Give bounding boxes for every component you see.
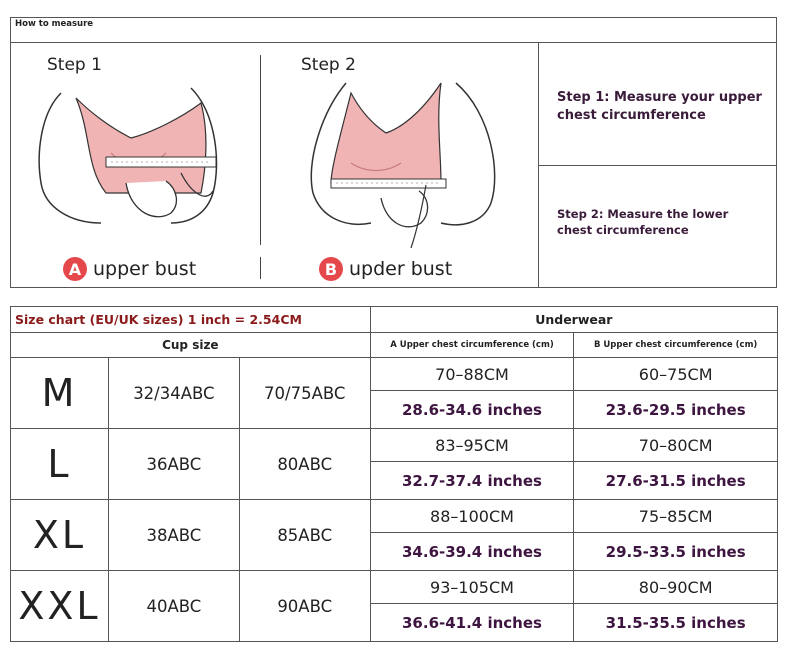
size-chart-title: Size chart (EU/UK sizes) 1 inch = 2.54CM xyxy=(11,307,371,333)
a-cm-xl: 88–100CM xyxy=(370,500,574,533)
cup-eu-xl: 85ABC xyxy=(239,500,370,571)
caption-upper-bust xyxy=(63,257,196,281)
instruction-step-1: Step 1: Measure your upper chest circumference xyxy=(557,90,762,123)
caption-under-bust xyxy=(319,257,452,281)
badge-b: B xyxy=(319,257,343,281)
cup-eu-m: 70/75ABC xyxy=(239,358,370,429)
cup-us-xxl: 40ABC xyxy=(108,571,239,642)
size-chart-table xyxy=(10,306,778,642)
col-a-header: A Upper chest circumference (cm) xyxy=(370,333,574,358)
b-inch-xxl: 31.5-35.5 inches xyxy=(574,604,778,642)
cup-eu-xxl: 90ABC xyxy=(239,571,370,642)
cup-us-l: 36ABC xyxy=(108,429,239,500)
a-inch-xl: 34.6-39.4 inches xyxy=(370,533,574,571)
b-cm-l: 70–80CM xyxy=(574,429,778,462)
instruction-box-2 xyxy=(538,166,776,287)
cup-us-m: 32/34ABC xyxy=(108,358,239,429)
b-cm-xl: 75–85CM xyxy=(574,500,778,533)
cup-eu-l: 80ABC xyxy=(239,429,370,500)
a-inch-l: 32.7-37.4 inches xyxy=(370,462,574,500)
cup-size-header: Cup size xyxy=(11,333,371,358)
size-label-xl: XL xyxy=(11,500,109,571)
caption-under-bust-text: upder bust xyxy=(349,258,453,280)
b-inch-m: 23.6-29.5 inches xyxy=(574,391,778,429)
measure-title: How to measure xyxy=(10,17,777,42)
b-cm-m: 60–75CM xyxy=(574,358,778,391)
size-label-l: L xyxy=(11,429,109,500)
under-bust-illustration xyxy=(291,73,501,253)
a-inch-m: 28.6-34.6 inches xyxy=(370,391,574,429)
badge-a: A xyxy=(63,257,87,281)
a-cm-xxl: 93–105CM xyxy=(370,571,574,604)
a-inch-xxl: 36.6-41.4 inches xyxy=(370,604,574,642)
measure-panel xyxy=(10,42,777,288)
size-label-m: M xyxy=(11,358,109,429)
instruction-step-2: Step 2: Measure the lower chest circumference xyxy=(557,207,729,237)
underwear-header: Underwear xyxy=(370,307,777,333)
panel-divider xyxy=(260,55,261,245)
cup-us-xl: 38ABC xyxy=(108,500,239,571)
b-inch-xl: 29.5-33.5 inches xyxy=(574,533,778,571)
instruction-box-1 xyxy=(538,43,776,166)
b-inch-l: 27.6-31.5 inches xyxy=(574,462,778,500)
a-cm-m: 70–88CM xyxy=(370,358,574,391)
a-cm-l: 83–95CM xyxy=(370,429,574,462)
col-b-header: B Upper chest circumference (cm) xyxy=(574,333,778,358)
panel-divider-lower xyxy=(260,257,261,279)
step2-label: Step 2 xyxy=(301,55,356,75)
b-cm-xxl: 80–90CM xyxy=(574,571,778,604)
step1-label: Step 1 xyxy=(47,55,102,75)
size-label-xxl: XXL xyxy=(11,571,109,642)
upper-bust-illustration xyxy=(31,73,231,253)
caption-upper-bust-text: upper bust xyxy=(93,258,197,280)
